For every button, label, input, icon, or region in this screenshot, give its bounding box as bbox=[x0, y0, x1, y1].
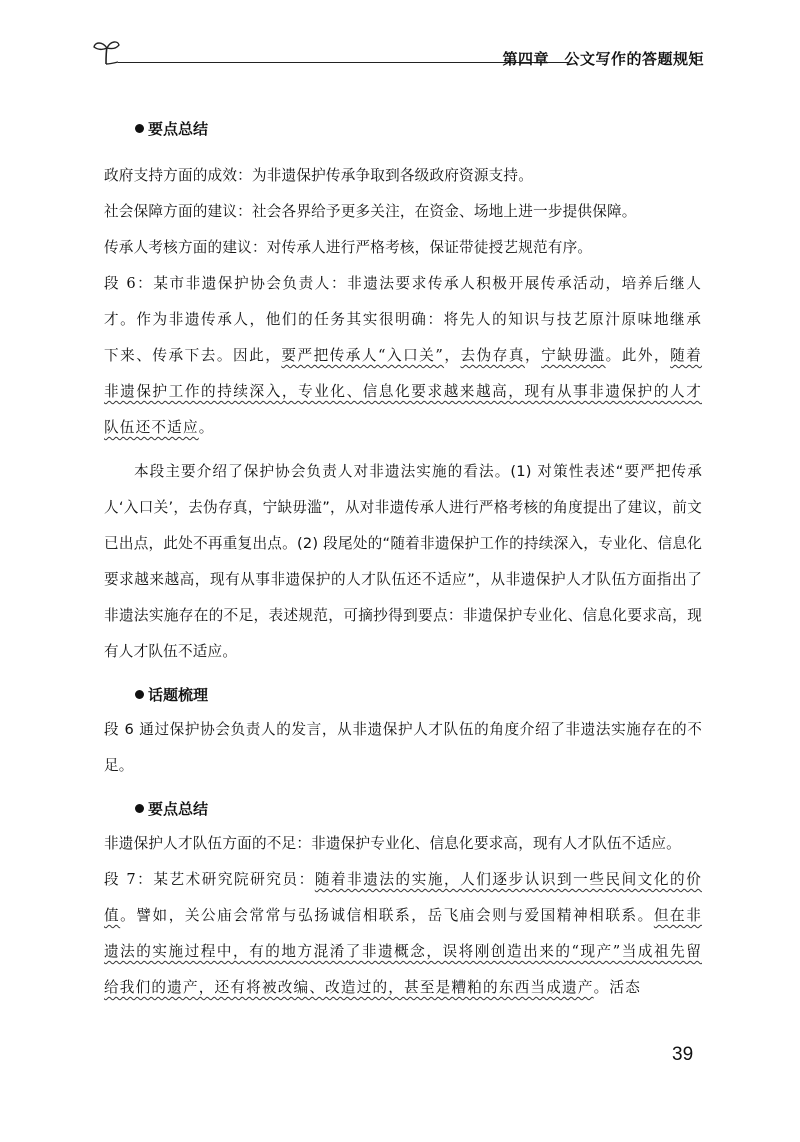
wavy-underline: 要严把传承人“入口关” bbox=[281, 347, 445, 364]
page-number: 39 bbox=[672, 1044, 694, 1065]
section-heading-text: 要点总结 bbox=[148, 120, 209, 138]
section-heading bbox=[104, 678, 702, 712]
wavy-underline: 随着非遗法的实施，人们逐步认识到一些民间文化的价值 bbox=[104, 871, 702, 924]
wavy-underline: 去伪存真 bbox=[460, 347, 525, 364]
bullet-icon bbox=[135, 690, 144, 699]
section-heading-text: 要点总结 bbox=[148, 800, 209, 818]
running-header bbox=[92, 38, 704, 68]
section-heading bbox=[104, 112, 702, 146]
summary-line: 社会保障方面的建议：社会各界给予更多关注，在资金、场地上进一步提供保障。 bbox=[104, 203, 637, 220]
page-content bbox=[104, 112, 702, 1006]
section-heading-text: 话题梳理 bbox=[148, 686, 209, 704]
summary-line: 非遗保护人才队伍方面的不足：非遗保护专业化、信息化要求高，现有人才队伍不适应。 bbox=[104, 835, 681, 852]
bullet-icon bbox=[135, 124, 144, 133]
wavy-underline: 宁缺毋滥 bbox=[541, 347, 606, 364]
bullet-icon bbox=[135, 804, 144, 813]
section-heading bbox=[104, 792, 702, 826]
summary-line: 政府支持方面的成效：为非遗保护传承争取到各级政府资源支持。 bbox=[104, 167, 534, 184]
wavy-underline: 随着非遗保护工作的持续深入，专业化、信息化要求越来越高，现有从事非遗保护的人才队伍还不适应 bbox=[104, 347, 703, 436]
header-rule bbox=[118, 62, 568, 63]
analysis-paragraph: 本段主要介绍了保护协会负责人对非遗法实施的看法。(1) 对策性表述“要严把传承人‘入口关’，去伪存真，宁缺毋滥”，从对非遗传承人进行严格考核的角度提出了建议，前文已出点，此处不再重复出点。(2) 段尾处的“随着非遗保护工作的持续深入，专业化、信息化要求越来越高，现有从事非遗保护的人才队伍还不适应”，从非遗保护人才队伍方面指出了非遗法实施存在的不足，表述规范，可摘抄得到要点：非遗保护专业化、信息化要求高，现有人才队伍不适应。 bbox=[104, 463, 702, 660]
material-paragraph-7: 段 7：某艺术研究院研究员：随着非遗法的实施，人们逐步认识到一些民间文化的价值。譬如，关公庙会常常与弘扬诚信相联系，岳飞庙会则与爱国精神相联系。但在非遗法的实施过程中，有的地方混淆了非遗概念，误将刚创造出来的“现产”当成祖先留给我们的遗产，还有将被改编、改造过的，甚至是糟粕的东西当成遗产。活态 bbox=[104, 871, 702, 996]
summary-line: 传承人考核方面的建议：对传承人进行严格考核，保证带徒授艺规范有序。 bbox=[104, 239, 593, 256]
chapter-title: 第四章 公文写作的答题规矩 bbox=[502, 50, 704, 68]
topic-paragraph: 段 6 通过保护协会负责人的发言，从非遗保护人才队伍的角度介绍了非遗法实施存在的不足。 bbox=[104, 721, 702, 774]
wavy-underline: 但在非遗法的实施过程中，有的地方混淆了非遗概念，误将刚创造出来的“现产”当成祖先留给我们的遗产，还有将被改编、改造过的，甚至是糟粕的东西当成遗产 bbox=[104, 907, 702, 996]
material-paragraph-6: 段 6：某市非遗保护协会负责人：非遗法要求传承人积极开展传承活动，培养后继人才。作为非遗传承人，他们的任务其实很明确：将先人的知识与技艺原汁原味地继承下来、传承下去。因此，要严把传承人“入口关”，去伪存真，宁缺毋滥。此外，随着非遗保护工作的持续深入，专业化、信息化要求越来越高，现有从事非遗保护的人才队伍还不适应。 bbox=[104, 275, 703, 436]
